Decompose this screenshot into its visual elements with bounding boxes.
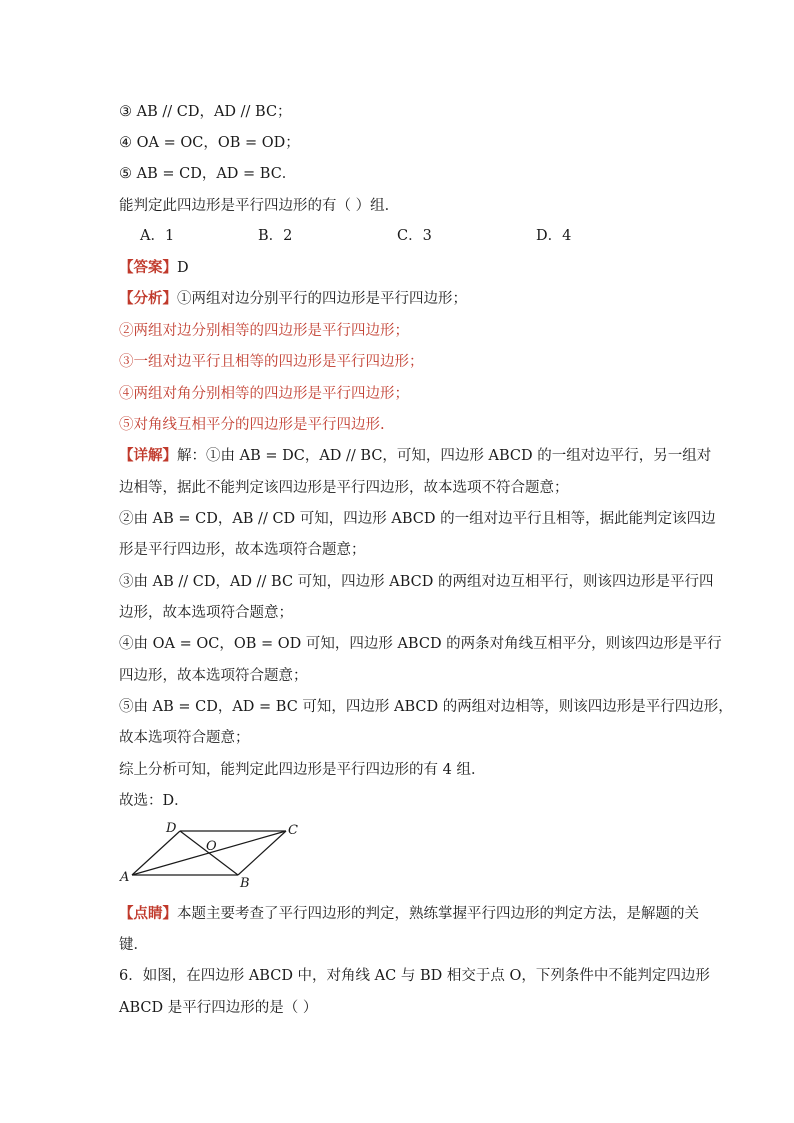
detail-line: 边相等，据此不能判定该四边形是平行四边形，故本选项不符合题意；	[119, 480, 569, 496]
condition-3: ③ AB // CD，AD // BC；	[119, 104, 292, 120]
detail-line: ⑤由 AB = CD，AD = BC 可知，四边形 ABCD 的两组对边相等，则该四边形是平行四边形，	[119, 699, 733, 715]
analysis-line	[119, 289, 467, 309]
comment-text: 本题主要考查了平行四边形的判定，熟练掌握平行四边形的判定方法，是解题的关	[177, 906, 699, 922]
answer-line	[119, 258, 189, 278]
answer-value: D	[177, 260, 189, 276]
detail-line: ④由 OA = OC，OB = OD 可知，四边形 ABCD 的两条对角线互相平分，则该四边形是平行	[119, 636, 722, 652]
option-b: B．2	[258, 228, 293, 244]
detail-line: 边形，故本选项符合题意；	[119, 605, 293, 621]
option-d: D．4	[536, 228, 572, 244]
detail-line: 综上分析可知，能判定此四边形是平行四边形的有 4 组．	[119, 762, 486, 778]
label-a: A	[120, 870, 130, 885]
detail-line: ③由 AB // CD，AD // BC 可知，四边形 ABCD 的两组对边互相平行，则该四边形是平行四	[119, 574, 714, 590]
detail-line: ②由 AB = CD，AB // CD 可知，四边形 ABCD 的一组对边平行且相等，据此能判定该四边	[119, 511, 716, 527]
label-o: O	[206, 839, 217, 854]
detail-text: 解：①由 AB = DC，AD // BC，可知，四边形 ABCD 的一组对边平行，另一组对	[177, 448, 712, 464]
analysis-item: ②两组对边分别相等的四边形是平行四边形；	[119, 323, 409, 339]
analysis-item: ④两组对角分别相等的四边形是平行四边形；	[119, 386, 409, 402]
label-c: C	[288, 823, 298, 838]
next-question-line-1: 6．如图，在四边形 ABCD 中，对角线 AC 与 BD 相交于点 O，下列条件中不能判定四边形	[119, 968, 710, 984]
detail-line: 形是平行四边形，故本选项符合题意；	[119, 542, 366, 558]
analysis-tag: 【分析】	[119, 290, 177, 307]
label-b: B	[240, 876, 250, 890]
answer-tag: 【答案】	[119, 259, 177, 276]
detail-tag: 【详解】	[119, 447, 177, 464]
analysis-item: ⑤对角线互相平分的四边形是平行四边形.	[119, 417, 385, 433]
next-question-line-2: ABCD 是平行四边形的是（ ）	[119, 1000, 318, 1016]
comment-line-2: 键．	[119, 937, 148, 953]
analysis-item: ③一组对边平行且相等的四边形是平行四边形；	[119, 354, 424, 370]
comment-line	[119, 904, 699, 924]
analysis-first: ①两组对边分别平行的四边形是平行四边形；	[177, 291, 467, 307]
option-c: C．3	[397, 228, 432, 244]
detail-line: 四边形，故本选项符合题意；	[119, 668, 308, 684]
comment-tag: 【点睛】	[119, 905, 177, 922]
detail-conclusion: 故选：D．	[119, 793, 189, 809]
option-a: A．1	[140, 228, 175, 244]
detail-first-line	[119, 446, 711, 466]
parallelogram-figure	[118, 818, 308, 890]
question-stem: 能判定此四边形是平行四边形的有（ ）组．	[119, 198, 400, 214]
label-d: D	[166, 821, 177, 836]
condition-4: ④ OA = OC，OB = OD；	[119, 135, 300, 151]
detail-line: 故本选项符合题意；	[119, 730, 250, 746]
condition-5: ⑤ AB = CD，AD = BC．	[119, 166, 297, 182]
